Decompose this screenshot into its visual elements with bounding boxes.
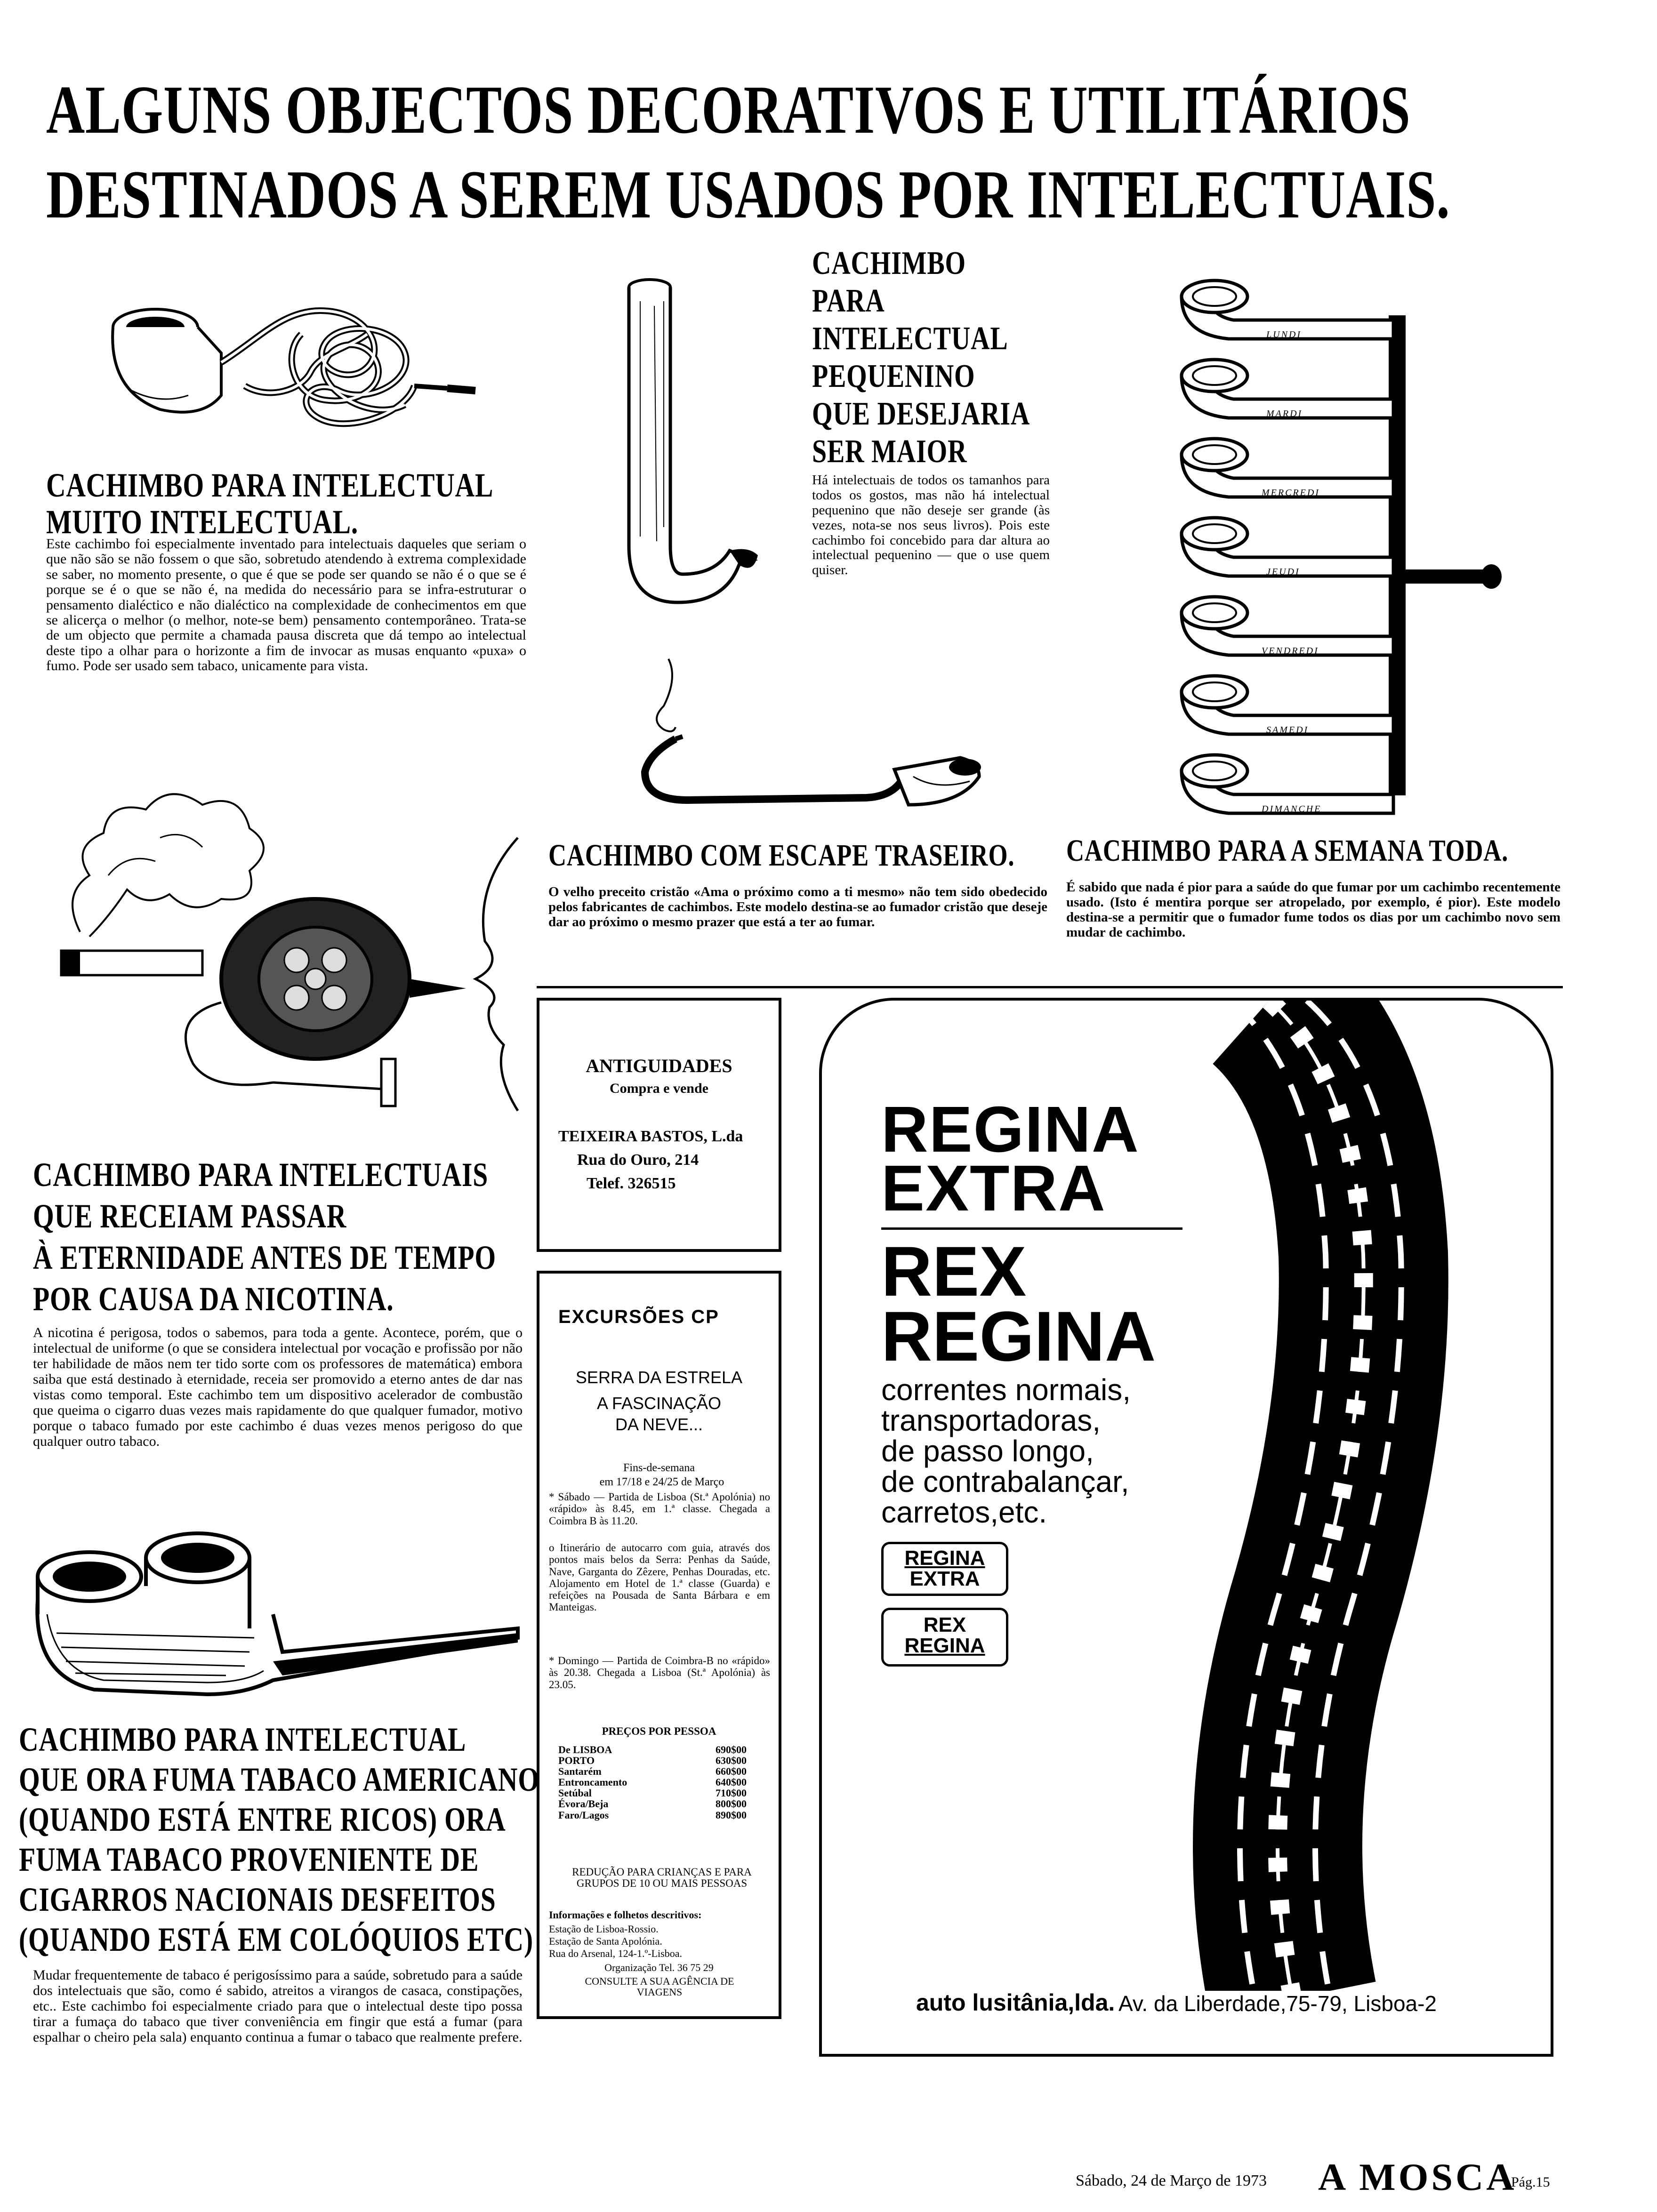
price-row (558, 1810, 747, 1820)
price-row (558, 1766, 747, 1777)
article5-body: A nicotina é perigosa, todos o sabemos, para toda a gente. Acontece, porém, que o intelectual de uniforme (o que se considera intelectual por vocação e profissão por não ter habilidade de mãos nem ter tido sorte com os professores de matemática) embora saiba que está destinado à eternidade, receia ser promovido a eterno antes de dar nas vistas como temporal. Este cachimbo tem um dispositivo acelerador de combustão que queima o cigarro duas vezes mais rapidamente do que qualquer fumador, motivo porque o tabaco fumado por este cachimbo é duas vezes menos perigoso do que qualquer outro tabaco. (33, 1325, 523, 1449)
price-value: 800$00 (716, 1798, 747, 1810)
day-label-dimanche: DIMANCHE (1262, 804, 1322, 814)
article6-title-line4: FUMA TABACO PROVENIENTE DE (19, 1841, 479, 1878)
regina-company: auto lusitânia,lda. (916, 1989, 1115, 2016)
rear-escape-pipe-illustration (631, 649, 1017, 819)
article2-title-line6: SER MAIOR (812, 433, 967, 470)
article6-title-line1: CACHIMBO PARA INTELECTUAL (19, 1721, 467, 1758)
article3-title: CACHIMBO COM ESCAPE TRASEIRO. (548, 838, 1015, 873)
excursoes-sunday: * Domingo — Partida de Coimbra-B no «rápido» às 20.38. Chegada a Lisboa (St.ª Apolónia) às 23.05. (549, 1655, 770, 1691)
price-value: 660$00 (716, 1765, 747, 1778)
excursoes-consult: CONSULTE A SUA AGÊNCIA DE VIAGENS (585, 1975, 734, 1998)
article2-title-line5: QUE DESEJARIA (812, 396, 1030, 432)
article2-title-line3: INTELECTUAL (812, 321, 1008, 357)
article6-title-line3: (QUANDO ESTÁ ENTRE RICOS) ORA (19, 1801, 506, 1838)
price-origin: PORTO (558, 1755, 595, 1767)
article1-body: Este cachimbo foi especialmente inventado para intelectuais daqueles que seriam o que não são se não fossem o que são, sobretudo atendendo à extrema complexidade se saber, no momento presente, o que é que se pode ser quando se não é o que se é porque se é o que se não é, na medida do necessário para se infra-estruturar o pensamento dialéctico e não dialéctico na complexidade de conhecimentos em que se alicerça o melhor (o melhor, note-se bem) pensamento contemporâneo. Trata-se de um objecto que permite a chamada pausa discreta que dá tempo ao intelectual deste tipo a olhar para o horizonte a fim de invocar as musas enquanto «puxa» o fumo. Pode ser usado sem tabaco, unicamente para vista. (46, 536, 526, 674)
rex-regina-logo-a: REX (923, 1613, 966, 1636)
regina-desc4: de contrabalançar, (881, 1465, 1129, 1499)
double-pipe-illustration (28, 1520, 532, 1718)
antiguidades-name: TEIXEIRA BASTOS, L.da (558, 1128, 743, 1145)
price-origin: Entroncamento (558, 1776, 627, 1788)
day-label-mercredi: MERCREDI (1262, 488, 1320, 498)
antiguidades-address: Rua do Ouro, 214 (577, 1151, 699, 1169)
excursoes-prices-title: PREÇOS POR PESSOA (602, 1725, 716, 1737)
article6-title-line2: QUE ORA FUMA TABACO AMERICANO (19, 1761, 539, 1798)
regina-desc2: transportadoras, (881, 1403, 1101, 1437)
regina-desc5: carretos,etc. (881, 1495, 1047, 1529)
article2-title-line1: CACHIMBO (812, 245, 966, 281)
article6-title-line5: CIGARROS NACIONAIS DESFEITOS (19, 1881, 496, 1918)
rex-regina-logo-b: REGINA (904, 1634, 985, 1657)
week-pipe-illustration (1172, 268, 1511, 819)
price-origin: Santarém (558, 1765, 602, 1778)
regina-line2: EXTRA (881, 1152, 1106, 1225)
article1-title-line2: MUITO INTELECTUAL. (46, 503, 359, 541)
excursoes-info-3: Rua do Arsenal, 124-1.º-Lisboa. (549, 1948, 682, 1959)
footer-date: Sábado, 24 de Março de 1973 (1076, 2172, 1267, 2189)
knotted-pipe-illustration (104, 282, 490, 452)
price-row (558, 1777, 747, 1787)
ad-antiguidades (537, 998, 781, 1252)
price-origin: Setúbal (558, 1787, 592, 1799)
excursoes-info-2: Estação de Santa Apolónia. (549, 1935, 662, 1947)
antiguidades-phone: Telef. 326515 (587, 1175, 676, 1192)
drum-pipe-illustration (52, 781, 523, 1120)
article5-title-line1: CACHIMBO PARA INTELECTUAIS (33, 1156, 489, 1194)
price-row (558, 1744, 747, 1755)
regina-extra-logo (881, 1542, 1008, 1596)
article6-title-line6: (QUANDO ESTÁ EM COLÓQUIOS ETC) (19, 1921, 533, 1958)
regina-divider (881, 1227, 1182, 1230)
price-value: 630$00 (716, 1755, 747, 1767)
footer-paper: A MOSCA (1318, 2156, 1517, 2198)
excursoes-destination: SERRA DA ESTRELA (575, 1368, 743, 1387)
ad-regina (819, 998, 1553, 2057)
price-value: 640$00 (716, 1776, 747, 1788)
regina-line1: REGINA (881, 1093, 1140, 1166)
price-row (558, 1798, 747, 1809)
article2-title-line2: PARA (812, 283, 885, 319)
day-label-jeudi: JEUDI (1266, 567, 1300, 577)
price-origin: De LISBOA (558, 1744, 612, 1755)
antiguidades-subtitle: Compra e vende (610, 1081, 708, 1096)
day-label-mardi: MARDI (1266, 409, 1303, 419)
excursoes-info-4: Organização Tel. 36 75 29 (604, 1962, 714, 1973)
regina-desc1: correntes normais, (881, 1373, 1131, 1407)
excursoes-weekend-dates: em 17/18 e 24/25 de Março (599, 1476, 724, 1488)
regina-extra-logo-b: EXTRA (909, 1567, 980, 1590)
rex-regina-logo (881, 1608, 1008, 1667)
excursoes-reduction: REDUÇÃO PARA CRIANÇAS E PARA GRUPOS DE 10 OU MAIS PESSOAS (572, 1866, 752, 1890)
excursoes-saturday: * Sábado — Partida de Lisboa (St.ª Apolónia) no «rápido» às 8.45, em 1.ª classe. Chegada a Coimbra B às 11.20. (549, 1491, 770, 1527)
article5-title-line4: POR CAUSA DA NICOTINA. (33, 1280, 394, 1318)
regina-extra-logo-a: REGINA (904, 1547, 985, 1570)
regina-line4: REGINA (881, 1297, 1156, 1376)
tall-pipe-illustration (612, 273, 772, 626)
article4-title: CACHIMBO PARA A SEMANA TODA. (1066, 834, 1509, 868)
article1-title-line1: CACHIMBO PARA INTELECTUAL (46, 466, 494, 504)
excursoes-weekend-title: Fins-de-semana (623, 1462, 695, 1474)
price-value: 690$00 (716, 1744, 747, 1755)
price-row (558, 1787, 747, 1798)
price-value: 890$00 (716, 1809, 747, 1821)
article2-title-line4: PEQUENINO (812, 358, 975, 394)
article5-title-line2: QUE RECEIAM PASSAR (33, 1197, 347, 1235)
excursoes-title: EXCURSÕES CP (558, 1306, 719, 1327)
excursoes-tagline-1: A FASCINAÇÃO (596, 1394, 722, 1413)
excursoes-info-1: Estação de Lisboa-Rossio. (549, 1923, 659, 1935)
main-headline-line1: ALGUNS OBJECTOS DECORATIVOS E UTILITÁRIOS (46, 72, 1411, 148)
price-origin: Faro/Lagos (558, 1809, 609, 1821)
regina-address: Av. da Liberdade,75-79, Lisboa-2 (1118, 1991, 1437, 2016)
article5-title-line3: À ETERNIDADE ANTES DE TEMPO (33, 1239, 496, 1276)
main-headline-line2: DESTINADOS A SEREM USADOS POR INTELECTUAIS. (46, 156, 1450, 232)
ad-excursoes-cp (537, 1271, 781, 2019)
excursoes-info-title: Informações e folhetos descritivos: (549, 1909, 702, 1921)
article4-body: É sabido que nada é pior para a saúde do que fumar por um cachimbo recentemente usado. (Isto é mentira porque ser atropelado, por exemplo, é pior). Este modelo destina-se a permitir que o fumador fume todos os dias por um cachimbo novo sem mudar de cachimbo. (1066, 880, 1560, 940)
price-value: 710$00 (716, 1787, 747, 1799)
day-label-samedi: SAMEDI (1266, 725, 1309, 735)
column-rule (537, 986, 1563, 988)
article2-body: Há intelectuais de todos os tamanhos para todos os gostos, mas não há intelectual pequenino que não deseje ser grande (às vezes, nota-se nos seus livros). Pois este cachimbo foi concebido para dar altura ao intelectual pequenino — que o use quem quiser. (812, 473, 1050, 578)
excursoes-tagline-2: DA NEVE... (615, 1415, 703, 1434)
article3-body: O velho preceito cristão «Ama o próximo como a ti mesmo» não tem sido obedecido pelos fabricantes de cachimbos. Este modelo destina-se ao fumador cristão que deseje dar ao próximo o mesmo prazer que está a ter ao fumar. (548, 884, 1047, 930)
price-row (558, 1755, 747, 1766)
excursoes-price-table (558, 1744, 747, 1820)
regina-line3: REX (881, 1232, 1027, 1311)
antiguidades-title: ANTIGUIDADES (586, 1055, 732, 1076)
day-label-vendredi: VENDREDI (1262, 646, 1319, 656)
excursoes-itinerary: o Itinerário de autocarro com guia, através dos pontos mais belos da Serra: Penhas da Saúde, Nave, Garganta do Zêzere, Penhas Douradas, etc. Alojamento em Hotel de 1.ª classe (Guarda) e refeições na Pousada de Santa Bárbara e em Manteigas. (549, 1542, 770, 1613)
article6-body: Mudar frequentemente de tabaco é perigosíssimo para a saúde, sobretudo para a saúde dos intelectuais que são, como é sabido, atreitos a virangos de casaca, constipações, etc.. Este cachimbo foi especialmente criado para que o intelectual deste tipo possa tirar a fumaça do tabaco que tiver conveniência em fingir que está a fumar (para espalhar o cheiro pela sala) enquanto continua a fumar o tabaco que realmente prefere. (33, 1967, 523, 2045)
regina-desc3: de passo longo, (881, 1434, 1094, 1468)
footer-page: Pág.15 (1511, 2174, 1550, 2190)
price-origin: Évora/Beja (558, 1798, 609, 1810)
day-label-lundi: LUNDI (1266, 329, 1302, 340)
